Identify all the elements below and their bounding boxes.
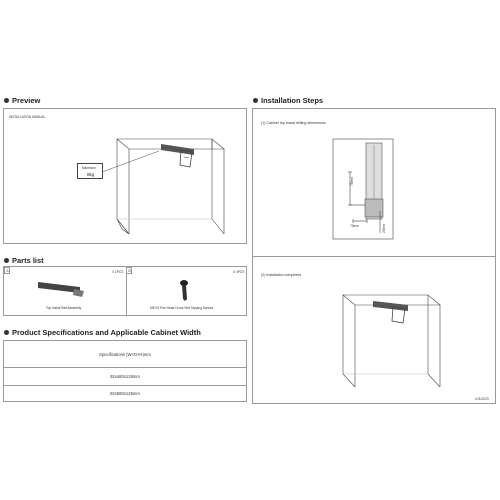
part-b-letter-box xyxy=(126,267,132,274)
manual-label: INSTALLATION MANUAL xyxy=(9,115,46,119)
specs-title-text: Product Specifications and Applicable Cabinet Width xyxy=(12,328,201,337)
preview-panel xyxy=(3,108,247,244)
installed-rail-icon xyxy=(373,301,408,323)
part-a-letter-box xyxy=(4,267,10,274)
completed-cabinet-drawing xyxy=(253,109,497,405)
part-a-name: Top Install Rail Assembly xyxy=(46,306,82,310)
specs-section-title xyxy=(4,328,201,337)
install-panel xyxy=(252,108,496,404)
parts-divider xyxy=(126,267,127,315)
preview-title-text: Preview xyxy=(12,96,41,105)
dim-side-label: 23mm xyxy=(382,224,386,233)
bullet-icon xyxy=(4,98,9,103)
specs-table xyxy=(3,340,247,402)
part-a-qty: X 1PCS xyxy=(112,270,124,274)
preview-section-title xyxy=(4,96,40,105)
dim-vertical-label: 75mm xyxy=(350,177,354,186)
part-a-letter: A xyxy=(6,269,9,273)
cabinet-preview-drawing xyxy=(4,109,248,245)
part-b-name: M4*20 Pan Head Cross Self Tapping Screws xyxy=(150,306,214,310)
step1-label: (1) Cabinet top board drilling dimensions xyxy=(261,121,326,125)
spec-row-2: 92x560x126mm xyxy=(110,391,140,396)
load-callout xyxy=(77,163,103,179)
install-title-text: Installation Steps xyxy=(261,96,324,105)
parts-title-text: Parts list xyxy=(12,256,44,265)
spec-row-header: Specifications (W×D×H)mm xyxy=(99,351,151,357)
part-b-letter: B xyxy=(128,269,131,273)
callout-weight: 8kg xyxy=(87,172,95,177)
screw-icon xyxy=(180,279,194,301)
spec-row-1: 92x460x126mm xyxy=(110,373,140,379)
rail-preview-icon xyxy=(161,144,194,167)
install-section-title xyxy=(253,96,323,105)
parts-section-title xyxy=(4,256,44,265)
part-b-qty: X 4PCS xyxy=(233,270,245,274)
bullet-icon xyxy=(4,330,9,335)
page-code: XJ5-2023 xyxy=(475,397,489,401)
callout-maximum: Maximum xyxy=(82,166,96,170)
bullet-icon xyxy=(253,98,258,103)
step2-label: (2) Installation completed xyxy=(261,273,302,277)
rail-assembly-icon xyxy=(38,279,98,299)
dim-horizontal-label: 73mm xyxy=(350,224,359,228)
parts-panel xyxy=(3,266,247,316)
bullet-icon xyxy=(4,258,9,263)
